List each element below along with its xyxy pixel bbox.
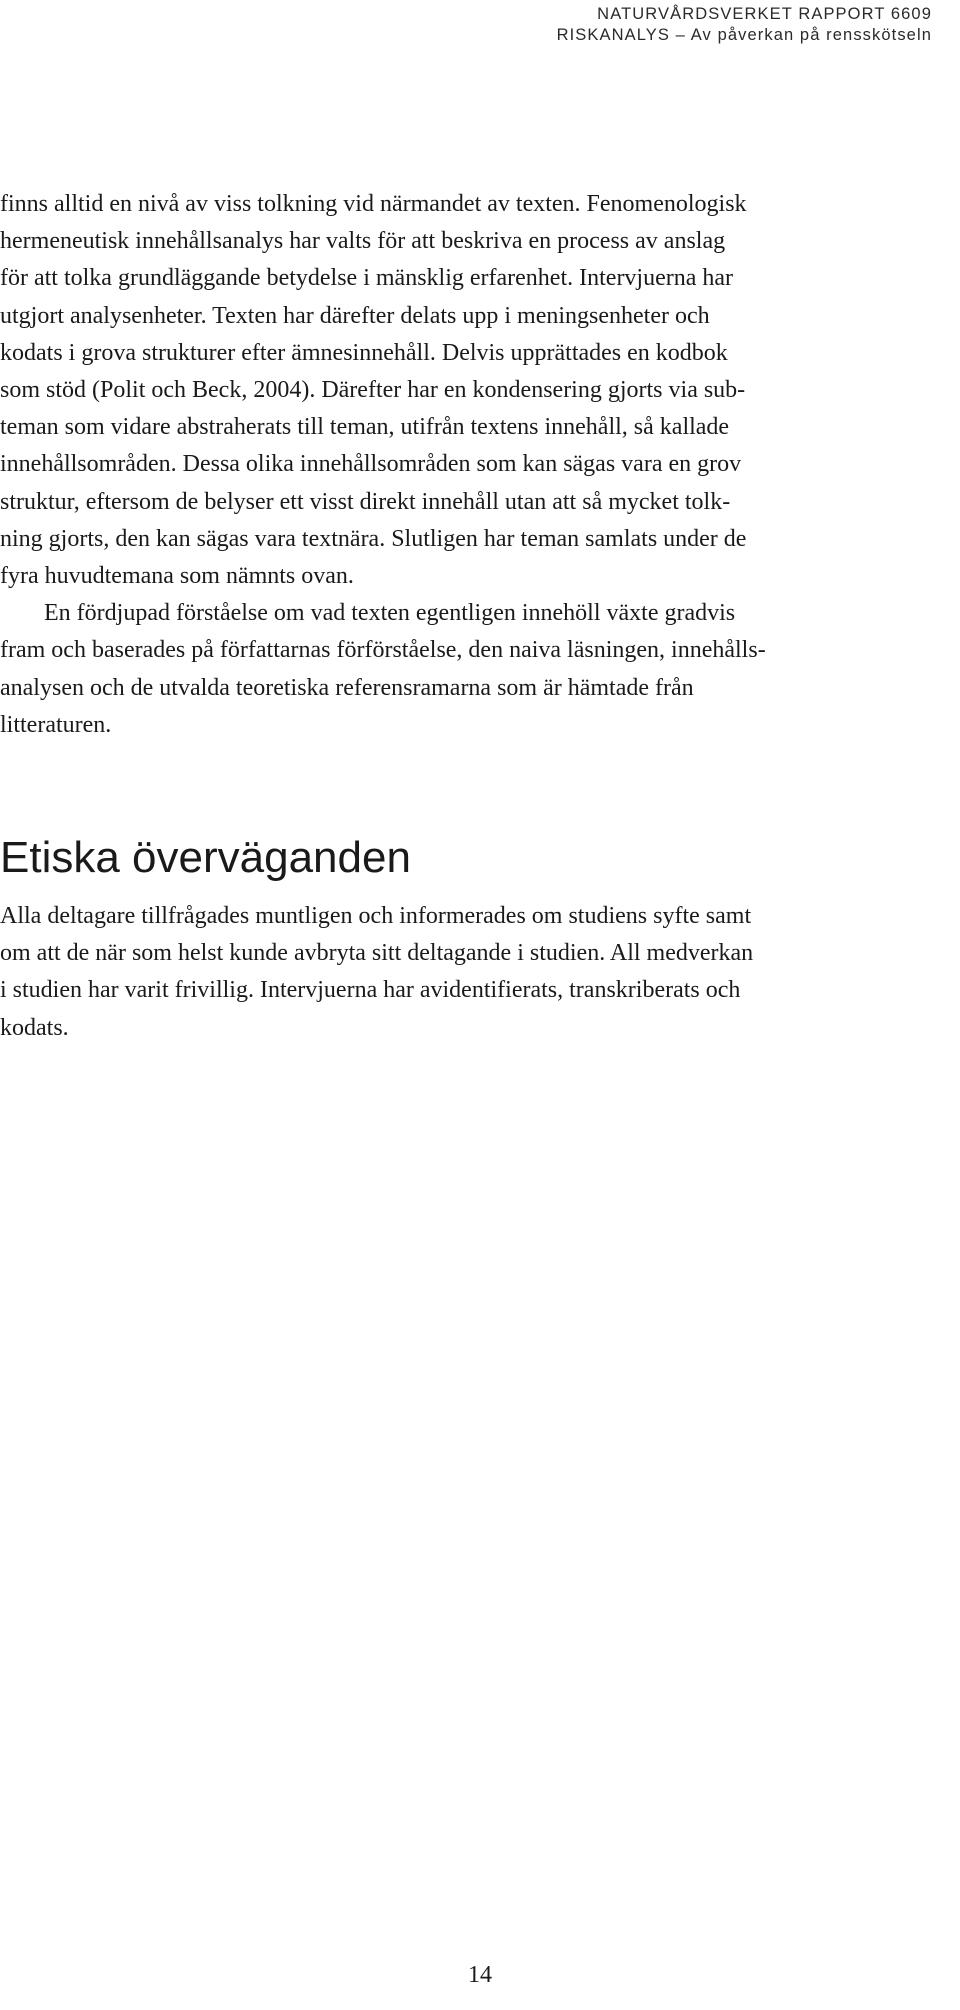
text-line: i studien har varit frivillig. Intervjuerna har avidentifierats, transkriberats och xyxy=(0,977,741,1004)
text-line: struktur, eftersom de belyser ett visst direkt innehåll utan att så mycket tolk- xyxy=(0,488,731,515)
ethics-text-block xyxy=(0,898,960,1047)
report-title: NATURVÅRDSVERKET RAPPORT 6609 xyxy=(597,5,932,23)
text-line: fram och baserades på författarnas förförståelse, den naiva läsningen, innehålls- xyxy=(0,637,766,664)
analysis-text-block xyxy=(0,186,960,744)
text-line: innehållsområden. Dessa olika innehållsområden som kan sägas vara en grov xyxy=(0,451,742,478)
body-paragraph-ethics xyxy=(0,898,960,1047)
text-line: utgjort analysenheter. Texten har därefter delats upp i meningsenheter och xyxy=(0,302,710,329)
text-line: finns alltid en nivå av viss tolkning vid närmandet av texten. Fenomenologisk xyxy=(0,191,747,217)
text-line: hermeneutisk innehållsanalys har valts för att beskriva en process av anslag xyxy=(0,228,726,255)
body-paragraph-analysis-method xyxy=(0,186,960,595)
text-line: fyra huvudtemana som nämnts ovan. xyxy=(0,563,354,590)
text-line: för att tolka grundläggande betydelse i mänsklig erfarenhet. Intervjuerna har xyxy=(0,265,734,292)
text-line: litteraturen. xyxy=(0,711,112,738)
text-line: analysen och de utvalda teoretiska referensramarna som är hämtade från xyxy=(0,674,694,701)
section-heading-ethics: Etiska överväganden xyxy=(0,833,411,882)
text-line: ning gjorts, den kan sägas vara textnära. Slutligen har teman samlats under de xyxy=(0,525,747,552)
text-line: teman som vidare abstraherats till teman, utifrån textens innehåll, så kallade xyxy=(0,414,730,441)
text-line: om att de när som helst kunde avbryta sitt deltagande i studien. All medverkan xyxy=(0,940,754,967)
text-line: kodats. xyxy=(0,1014,69,1041)
text-line: som stöd (Polit och Beck, 2004). Därefter har en kondensering gjorts via sub- xyxy=(0,377,746,404)
body-paragraph-understanding xyxy=(0,595,960,744)
page-number: 14 xyxy=(468,1962,492,1988)
text-line: Alla deltagare tillfrågades muntligen och informerades om studiens syfte samt xyxy=(0,903,752,929)
report-subtitle: RISKANALYS – Av påverkan på rensskötseln xyxy=(556,26,932,44)
running-header xyxy=(557,4,932,46)
text-line: En fördjupad förståelse om vad texten egentligen innehöll växte gradvis xyxy=(44,600,736,627)
text-line: kodats i grova strukturer efter ämnesinnehåll. Delvis upprättades en kodbok xyxy=(0,339,728,366)
